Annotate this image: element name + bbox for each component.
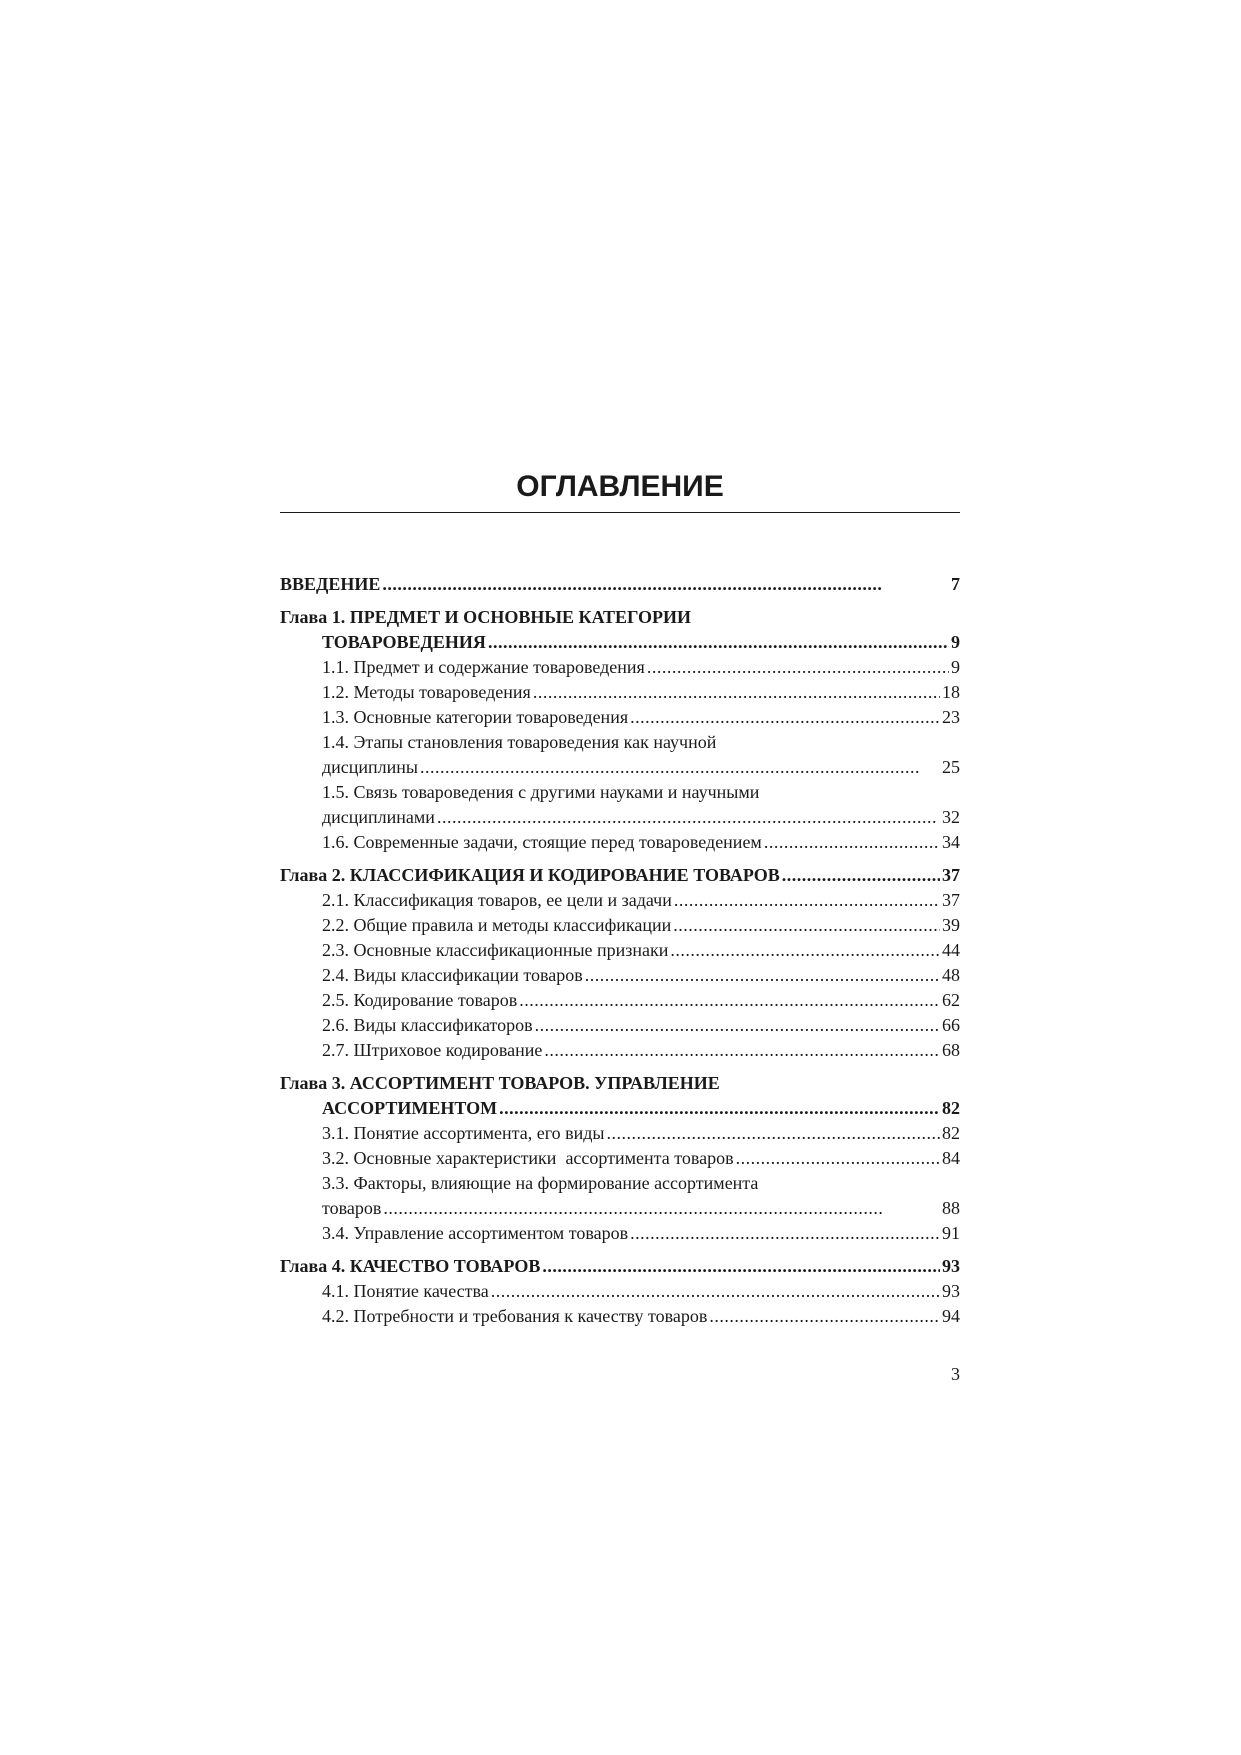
dot-leader — [764, 830, 940, 855]
toc-entry-3-1[interactable] — [280, 1121, 960, 1146]
table-of-contents — [280, 572, 960, 1329]
toc-entry-2-3[interactable] — [280, 938, 960, 963]
toc-entry-label: 1.3. Основные категории товароведения — [322, 707, 629, 727]
toc-page-number: 32 — [942, 807, 960, 827]
dot-leader — [673, 913, 940, 938]
toc-entry-label: 1.2. Методы товароведения — [322, 682, 531, 702]
toc-entry-2-7[interactable] — [280, 1038, 960, 1063]
chapter-heading — [280, 1071, 960, 1096]
toc-page-number: 68 — [942, 1040, 960, 1060]
toc-entry-intro[interactable] — [280, 572, 960, 597]
toc-entry-label: 3.4. Управление ассортиментом товаров — [322, 1223, 629, 1243]
toc-entry-label: 3.3. Факторы, влияющие на формирование ассортимента — [322, 1173, 759, 1193]
toc-entry-label: 2.6. Виды классификаторов — [322, 1015, 533, 1035]
dot-leader — [383, 1196, 940, 1221]
toc-entry-3-4[interactable] — [280, 1221, 960, 1246]
toc-entry-1-2[interactable] — [280, 680, 960, 705]
toc-chapter-2[interactable] — [280, 863, 960, 888]
chapter-title: АССОРТИМЕНТОМ — [322, 1098, 498, 1118]
chapter-title: КЛАССИФИКАЦИЯ И КОДИРОВАНИЕ ТОВАРОВ — [349, 865, 780, 885]
toc-entry-label: 2.4. Виды классификации товаров — [322, 965, 583, 985]
toc-entry-2-4[interactable] — [280, 963, 960, 988]
toc-entry-2-6[interactable] — [280, 1013, 960, 1038]
toc-entry-1-5[interactable] — [280, 780, 960, 830]
dot-leader — [544, 1038, 940, 1063]
toc-page-number: 37 — [942, 890, 960, 910]
dot-leader — [533, 680, 940, 705]
toc-page-number: 82 — [942, 1098, 960, 1118]
toc-entry-label: ВВЕДЕНИЕ — [280, 574, 381, 594]
toc-page-number: 9 — [951, 657, 960, 677]
dot-leader — [607, 1121, 940, 1146]
toc-page-number: 18 — [942, 682, 960, 702]
page-number: 3 — [951, 1364, 960, 1384]
toc-chapter-1[interactable] — [280, 605, 960, 655]
chapter-title: АССОРТИМЕНТ ТОВАРОВ. УПРАВЛЕНИЕ — [349, 1073, 720, 1093]
toc-entry-label-continued: дисциплины — [322, 757, 419, 777]
dot-leader — [630, 1221, 940, 1246]
toc-page-number: 7 — [951, 574, 960, 594]
dot-leader — [709, 1304, 940, 1329]
chapter-prefix: Глава 2. — [280, 865, 346, 885]
toc-page-number: 39 — [942, 915, 960, 935]
chapter-heading — [280, 863, 780, 888]
toc-entry-3-3[interactable] — [280, 1171, 960, 1221]
toc-entry-1-1[interactable] — [280, 655, 960, 680]
toc-entry-label: 2.7. Штриховое кодирование — [322, 1040, 543, 1060]
dot-leader — [542, 1254, 940, 1279]
dot-leader — [519, 988, 940, 1013]
toc-entry-label: 1.1. Предмет и содержание товароведения — [322, 657, 645, 677]
chapter-title: ПРЕДМЕТ И ОСНОВНЫЕ КАТЕГОРИИ — [349, 607, 692, 627]
toc-entry-2-5[interactable] — [280, 988, 960, 1013]
title-divider — [280, 512, 960, 513]
toc-page-number: 82 — [942, 1123, 960, 1143]
toc-entry-1-4[interactable] — [280, 730, 960, 780]
toc-entry-label-continued: дисциплинами — [322, 807, 435, 827]
dot-leader — [382, 572, 949, 597]
toc-entry-3-2[interactable] — [280, 1146, 960, 1171]
toc-page-number: 9 — [951, 632, 960, 652]
dot-leader — [488, 630, 949, 655]
toc-entry-1-6[interactable] — [280, 830, 960, 855]
toc-entry-label-continued: товаров — [322, 1198, 382, 1218]
dot-leader — [491, 1279, 940, 1304]
dot-leader — [535, 1013, 940, 1038]
toc-page-number: 88 — [942, 1198, 960, 1218]
toc-entry-label: 3.1. Понятие ассортимента, его виды — [322, 1123, 605, 1143]
dot-leader — [630, 705, 940, 730]
toc-page-number: 48 — [942, 965, 960, 985]
page-title: ОГЛАВЛЕНИЕ — [516, 470, 724, 503]
toc-page-number: 34 — [942, 832, 960, 852]
dot-leader — [499, 1096, 940, 1121]
dot-leader — [585, 963, 940, 988]
toc-entry-label: 1.4. Этапы становления товароведения как научной — [322, 732, 717, 752]
toc-entry-label: 2.3. Основные классификационные признаки — [322, 940, 669, 960]
chapter-prefix: Глава 3. — [280, 1073, 346, 1093]
toc-entry-label: 4.1. Понятие качества — [322, 1281, 489, 1301]
toc-entry-label: 2.2. Общие правила и методы классификации — [322, 915, 672, 935]
toc-page-number: 84 — [942, 1148, 960, 1168]
chapter-prefix: Глава 1. — [280, 607, 346, 627]
dot-leader — [782, 863, 940, 888]
toc-entry-label: 1.5. Связь товароведения с другими науками и научными — [322, 782, 760, 802]
dot-leader — [670, 938, 940, 963]
chapter-heading — [280, 1254, 540, 1279]
toc-entry-label: 1.6. Современные задачи, стоящие перед товароведением — [322, 832, 762, 852]
dot-leader — [647, 655, 949, 680]
chapter-heading-continued — [280, 630, 960, 655]
toc-entry-1-3[interactable] — [280, 705, 960, 730]
toc-chapter-3[interactable] — [280, 1071, 960, 1121]
dot-leader — [674, 888, 940, 913]
toc-page-number: 23 — [942, 707, 960, 727]
toc-page-number: 93 — [942, 1256, 960, 1276]
dot-leader — [420, 755, 940, 780]
chapter-prefix: Глава 4. — [280, 1256, 346, 1276]
toc-page-number: 93 — [942, 1281, 960, 1301]
toc-page-number: 25 — [942, 757, 960, 777]
chapter-title: КАЧЕСТВО ТОВАРОВ — [349, 1256, 541, 1276]
toc-entry-4-2[interactable] — [280, 1304, 960, 1329]
dot-leader — [437, 805, 940, 830]
toc-entry-label: 2.5. Кодирование товаров — [322, 990, 518, 1010]
toc-page-number: 62 — [942, 990, 960, 1010]
toc-entry-label: 4.2. Потребности и требования к качеству товаров — [322, 1306, 708, 1326]
dot-leader — [736, 1146, 940, 1171]
chapter-title: ТОВАРОВЕДЕНИЯ — [322, 632, 486, 652]
chapter-heading-continued — [280, 1096, 960, 1121]
toc-entry-4-1[interactable] — [280, 1279, 960, 1304]
toc-page-number: 91 — [942, 1223, 960, 1243]
toc-entry-2-1[interactable] — [280, 888, 960, 913]
toc-page-number: 94 — [942, 1306, 960, 1326]
toc-entry-label: 2.1. Классификация товаров, ее цели и задачи — [322, 890, 672, 910]
toc-entry-2-2[interactable] — [280, 913, 960, 938]
chapter-heading — [280, 605, 960, 630]
toc-entry-label: 3.2. Основные характеристики ассортимента товаров — [322, 1148, 734, 1168]
toc-page-number: 66 — [942, 1015, 960, 1035]
toc-chapter-4[interactable] — [280, 1254, 960, 1279]
toc-page-number: 44 — [942, 940, 960, 960]
toc-page-number: 37 — [942, 865, 960, 885]
